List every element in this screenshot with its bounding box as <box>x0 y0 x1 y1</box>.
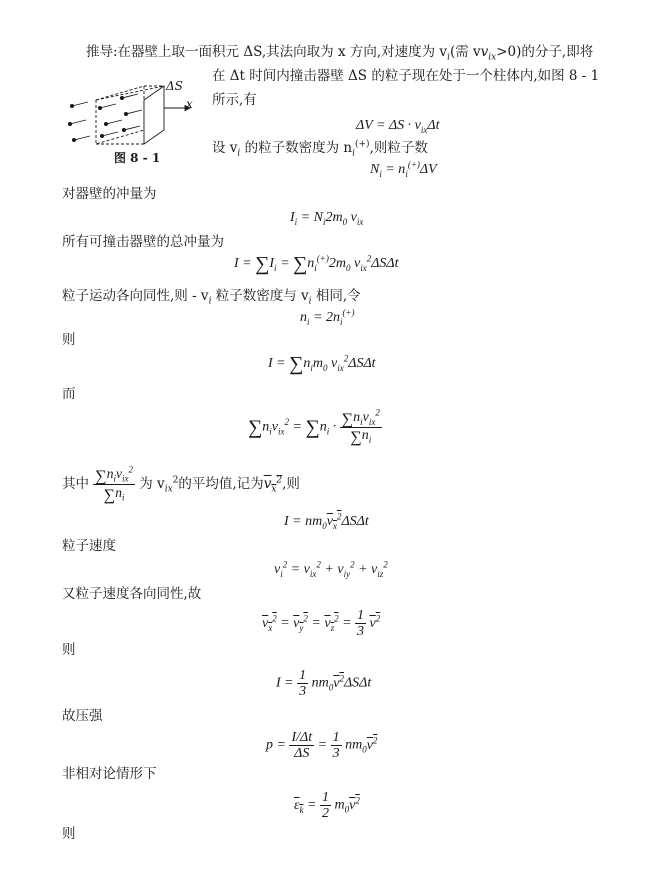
eq-impulse-single: $I_i = N_i2m_0$ $v_{ix}$ <box>290 210 364 227</box>
particle-arrow <box>122 126 140 132</box>
particle-arrow <box>124 110 142 116</box>
eq-kinetic-energy: $\varepsilon_k$ = $\frac{1}{2}$ $m_0v^2$ <box>294 790 360 821</box>
eq-sum-identity: $\sum n_iv_{ix}^2 = \sum n_i$ · $\frac{\sum n_iv_{ix}^2}{\sum n_i}$ <box>248 407 380 446</box>
eq-pressure: p = $\frac{I/\Delta t}{\Delta S}$ = $\frac{1}{3}$ $nm_0v^2$ <box>266 730 378 761</box>
eq-impulse-mean: $I = nm_0v_x^2\Delta S\Delta t$ <box>284 511 369 531</box>
text-er: 而 <box>62 386 76 402</box>
text-ze-2: 则 <box>62 642 76 658</box>
para-nonrelativistic: 非相对论情形下 <box>62 766 157 782</box>
para-impulse: 对器壁的冲量为 <box>62 186 157 202</box>
eq-speed-components: $v_i^2 = v_{ix}^2 + v_{iy}^2 + v_{iz}^2$ <box>274 559 388 579</box>
para-pressure: 故压强 <box>62 708 103 724</box>
para-total-impulse: 所有可撞击器壁的总冲量为 <box>62 234 224 250</box>
particle-arrow <box>68 120 86 126</box>
eq-number: $N_i = n_i^{(+)}\Delta V$ <box>370 159 437 179</box>
figure-caption: 图 8 - 1 <box>114 151 161 165</box>
eq-volume: $\Delta V = \Delta S \cdot v_{ix}\Delta t$ <box>356 118 440 135</box>
particle-arrow <box>104 120 122 126</box>
eq-impulse-ni: $I = \sum n_im_0$ $v_{ix}^2\Delta S\Delta t$ <box>268 353 376 375</box>
intro-line-3: 所示,有 <box>212 92 257 108</box>
intro-line-1: 推导:在器壁上取一面积元 ΔS,其法向取为 x 方向,对速度为 $v_i$(需 $vv_{ix}>0$)的分子,即将 <box>86 44 594 63</box>
para-speed: 粒子速度 <box>62 538 116 554</box>
eq-density-double: $n_i = 2n_i^{(+)}$ <box>300 307 355 327</box>
figure-label-x: x <box>186 97 193 111</box>
particle-arrow <box>70 102 88 108</box>
text-ze-1: 则 <box>62 332 76 348</box>
para-isotropy: 粒子运动各向同性,则 - $v_i$ 粒子数密度与 $v_i$ 相同,令 <box>62 288 361 307</box>
text-ze-3: 则 <box>62 826 76 842</box>
para-isotropy-2: 又粒子速度各向同性,故 <box>62 586 202 602</box>
particle-arrow <box>98 104 116 110</box>
particle-arrow <box>72 136 90 142</box>
para-qizhong: 其中 $\frac{\sum n_iv_{ix}^2}{\sum n_i}$ 为 $v_{ix}^2$的平均值,记为$v_x^2$,则 <box>62 464 300 504</box>
particle-arrow <box>100 132 118 138</box>
figure-label-dS: ΔS <box>166 79 183 93</box>
eq-mean-components: $v_x^2 = v_y^2 = v_z^2$ = $\frac{1}{3}$ $v^2$ <box>262 608 381 639</box>
eq-total-impulse: $I = \sum I_i = \sum n_i^{(+)}2m_0$ $v_{ix}^2\Delta S\Delta t$ <box>234 253 399 275</box>
text-density: 设 $v_i$ 的粒子数密度为 $n_i^{(+)}$,则粒子数 <box>212 139 428 159</box>
area-element-dS <box>144 86 164 144</box>
intro-line-2: 在 Δt 时间内撞击器壁 ΔS 的粒子现在处于一个柱体内,如图 8 - 1 <box>212 68 600 84</box>
eq-impulse-final: I = $\frac{1}{3}$ $nm_0v^2\Delta S\Delta t$ <box>276 668 372 699</box>
